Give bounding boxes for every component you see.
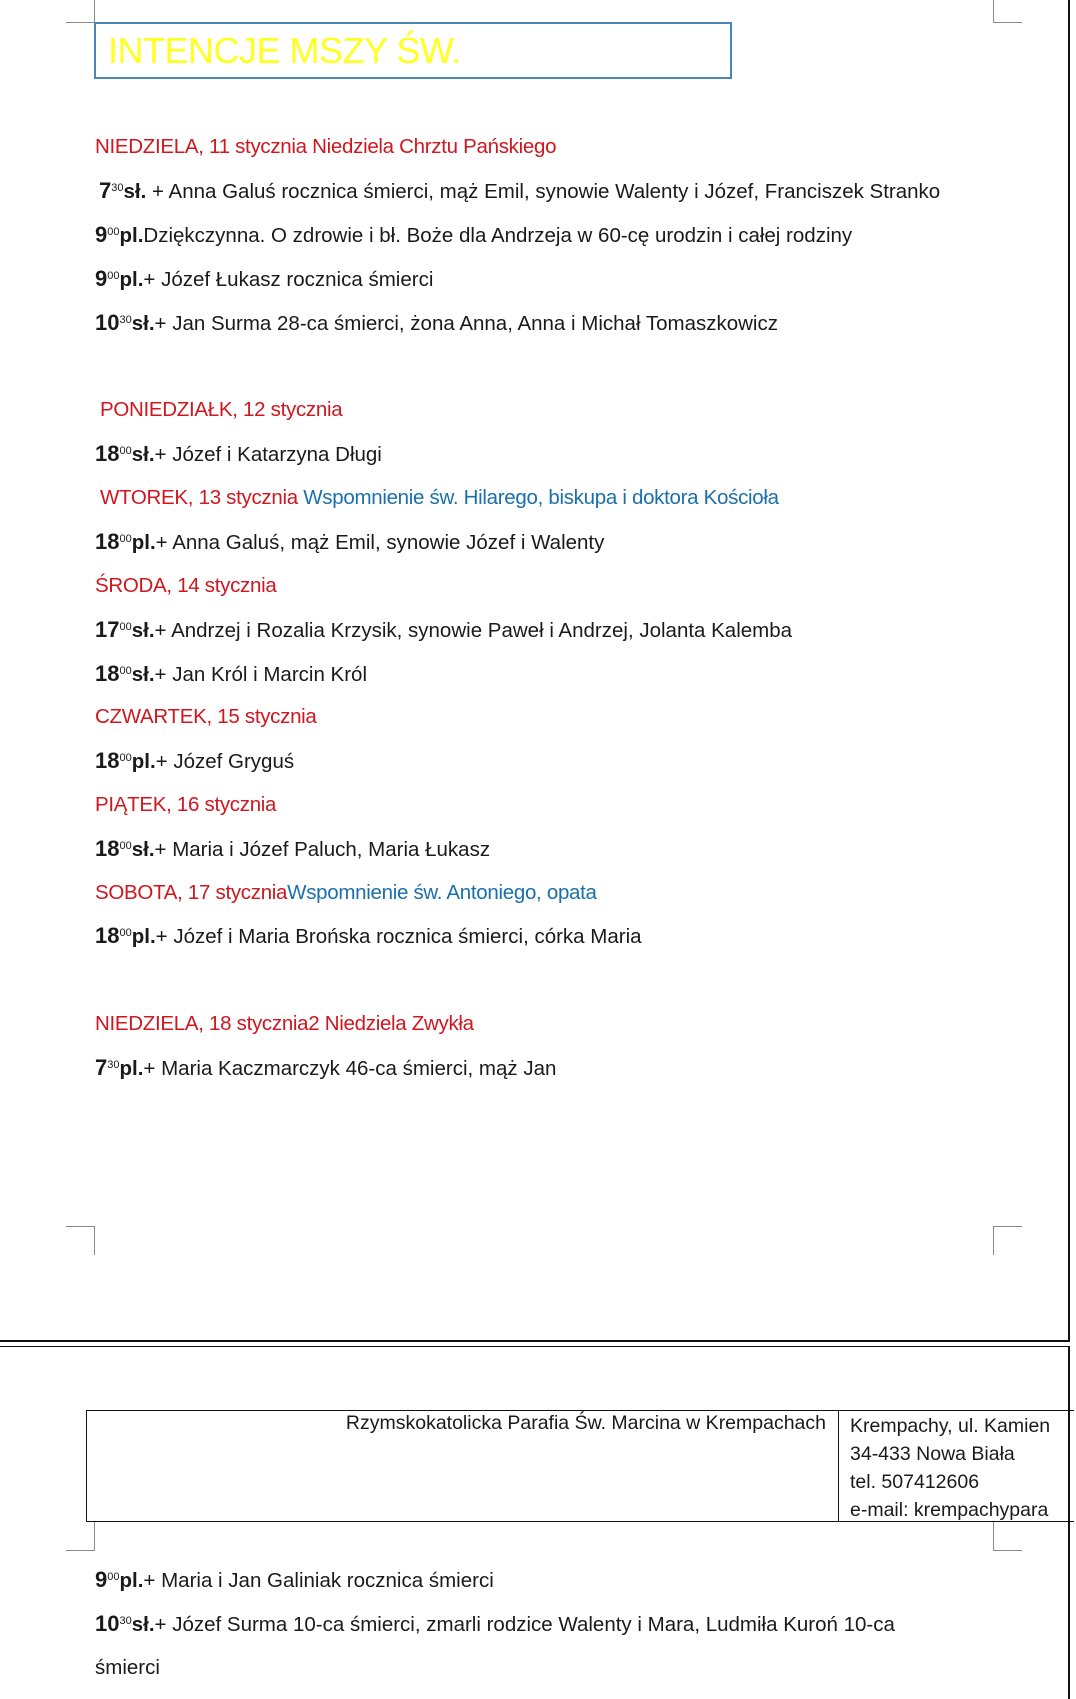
day-label: ŚRODA, 14 stycznia: [95, 574, 277, 597]
day-heading: [95, 792, 276, 818]
mass-time-minutes: 00: [119, 445, 132, 457]
document-title: INTENCJE MSZY ŚW.: [108, 30, 461, 71]
footer-address-cell: [850, 1412, 1050, 1524]
day-label: WTOREK, 13 stycznia: [100, 486, 298, 509]
mass-type: sł.: [131, 443, 155, 466]
footer-parish-cell: [87, 1411, 839, 1521]
intention-text: + Andrzej i Rozalia Krzysik, synowie Paweł i Andrzej, Jolanta Kalemba: [154, 619, 793, 642]
crop-mark-bottom-right: [993, 1226, 1022, 1255]
mass-time-minutes: 00: [119, 621, 132, 633]
mass-time: $18^{00}$: [95, 661, 132, 686]
intention-text: + Anna Galuś, mąż Emil, synowie Józef i Walenty: [155, 531, 605, 554]
intention-text: + Maria Kaczmarczyk 46-ca śmierci, mąż Jan: [143, 1057, 557, 1080]
day-label: CZWARTEK, 15 stycznia: [95, 705, 317, 728]
title-text-box: [94, 22, 732, 79]
mass-time: $18^{00}$: [95, 441, 132, 466]
mass-intention: [95, 748, 294, 775]
mass-intention: [95, 529, 604, 556]
mass-time-minutes: 30: [119, 1615, 132, 1627]
mass-type: sł.: [131, 838, 155, 861]
mass-intention: [95, 310, 778, 337]
intention-text: + Józef Surma 10-ca śmierci, zmarli rodzice Walenty i Mara, Ludmiła Kuroń 10-ca: [154, 1613, 895, 1636]
mass-type: sł.: [131, 619, 155, 642]
day-heading: [95, 1011, 474, 1037]
mass-intention: [95, 441, 382, 468]
mass-type: sł.: [123, 180, 147, 203]
mass-time: $10^{30}$: [95, 1611, 132, 1636]
mass-intention: [95, 1611, 895, 1638]
mass-time-minutes: 00: [107, 270, 120, 282]
day-heading: [100, 397, 342, 423]
intention-text: + Józef Gryguś: [155, 750, 295, 773]
footer-table: [86, 1410, 1074, 1522]
intention-text: + Józef i Katarzyna Długi: [154, 443, 382, 466]
day-heading: [95, 704, 317, 730]
crop-mark-page2-right: [993, 1522, 1022, 1551]
mass-intention: [95, 1567, 494, 1594]
mass-type: sł.: [131, 1613, 155, 1636]
mass-time: $18^{00}$: [95, 923, 132, 948]
crop-mark-top-left-h: [66, 0, 94, 23]
mass-time-minutes: 00: [107, 1571, 120, 1583]
mass-time-minutes: 30: [107, 1059, 120, 1071]
intention-text-continued: śmierci: [95, 1656, 160, 1679]
mass-intention: [95, 923, 642, 950]
intention-text: + Maria i Jan Galiniak rocznica śmierci: [143, 1569, 494, 1592]
day-label: NIEDZIELA, 11 stycznia Niedziela Chrztu Pańskiego: [95, 135, 557, 158]
mass-type: pl.: [131, 925, 156, 948]
parish-name: Rzymskokatolicka Parafia Św. Marcina w Krempachach: [345, 1412, 826, 1434]
mass-time-minutes: 30: [119, 314, 132, 326]
crop-mark-page2-left: [66, 1522, 95, 1551]
mass-time: $9^{00}$: [95, 222, 120, 247]
mass-type: pl.: [119, 268, 144, 291]
mass-time-minutes: 00: [119, 665, 132, 677]
mass-type: pl.: [131, 531, 156, 554]
feast-label: Wspomnienie św. Hilarego, biskupa i doktora Kościoła: [297, 486, 779, 509]
day-label: PIĄTEK, 16 stycznia: [95, 793, 277, 816]
address-line: Krempachy, ul. Kamien: [850, 1415, 1051, 1437]
postal-line: 34-433 Nowa Biała: [850, 1443, 1015, 1465]
mass-time: $18^{00}$: [95, 836, 132, 861]
mass-time: $18^{00}$: [95, 748, 132, 773]
phone-line: tel. 507412606: [850, 1471, 980, 1493]
mass-time-minutes: 00: [119, 927, 132, 939]
crop-mark-top-right: [993, 0, 1022, 23]
intention-text: + Jan Surma 28-ca śmierci, żona Anna, Anna i Michał Tomaszkowicz: [154, 312, 778, 335]
mass-time: $9^{00}$: [95, 1567, 120, 1592]
day-heading: [95, 880, 597, 906]
intention-text: + Jan Król i Marcin Król: [154, 663, 368, 686]
mass-time-minutes: 00: [119, 533, 132, 545]
mass-time-minutes: 00: [119, 752, 132, 764]
mass-time-minutes: 00: [107, 226, 120, 238]
mass-time-minutes: 00: [119, 840, 132, 852]
feast-label: Wspomnienie św. Antoniego, opata: [287, 881, 597, 904]
mass-time: $9^{00}$: [95, 266, 120, 291]
intention-text: + Anna Galuś rocznica śmierci, mąż Emil, synowie Walenty i Józef, Franciszek Stranko: [146, 180, 941, 203]
mass-intention: [95, 1655, 160, 1681]
email-line: e-mail: krempachypara: [850, 1499, 1049, 1521]
mass-intention: [95, 617, 792, 644]
intention-text: Dziękczynna. O zdrowie i bł. Boże dla Andrzeja w 60-cę urodzin i całej rodziny: [143, 224, 853, 247]
day-heading: [100, 485, 779, 511]
mass-time: $10^{30}$: [95, 310, 132, 335]
mass-time: $18^{00}$: [95, 529, 132, 554]
day-label: PONIEDZIAŁK, 12 stycznia: [100, 398, 343, 421]
intention-text: + Józef Łukasz rocznica śmierci: [143, 268, 434, 291]
mass-time: $7^{30}$: [99, 178, 124, 203]
intention-text: + Maria i Józef Paluch, Maria Łukasz: [154, 838, 491, 861]
mass-time: $7^{30}$: [95, 1055, 120, 1080]
mass-intention: [95, 222, 852, 249]
day-heading: [95, 134, 556, 160]
mass-intention: [95, 836, 490, 863]
mass-intention: [95, 1055, 556, 1082]
mass-time-minutes: 30: [111, 182, 124, 194]
crop-mark-bottom-left: [66, 1226, 95, 1255]
mass-intention: [95, 661, 367, 688]
mass-type: pl.: [131, 750, 156, 773]
day-label: SOBOTA, 17 stycznia: [95, 881, 288, 904]
mass-type: sł.: [131, 312, 155, 335]
mass-time: $17^{00}$: [95, 617, 132, 642]
crop-mark-top-left: [94, 0, 95, 22]
mass-type: pl.: [119, 1569, 144, 1592]
mass-type: sł.: [131, 663, 155, 686]
day-heading: [95, 573, 276, 599]
intention-text: + Józef i Maria Brońska rocznica śmierci, córka Maria: [155, 925, 642, 948]
mass-intention: [99, 178, 940, 205]
mass-type: pl.: [119, 1057, 144, 1080]
day-label: NIEDZIELA, 18 stycznia2 Niedziela Zwykła: [95, 1012, 474, 1035]
mass-type: pl.: [119, 224, 144, 247]
mass-intention: [95, 266, 433, 293]
